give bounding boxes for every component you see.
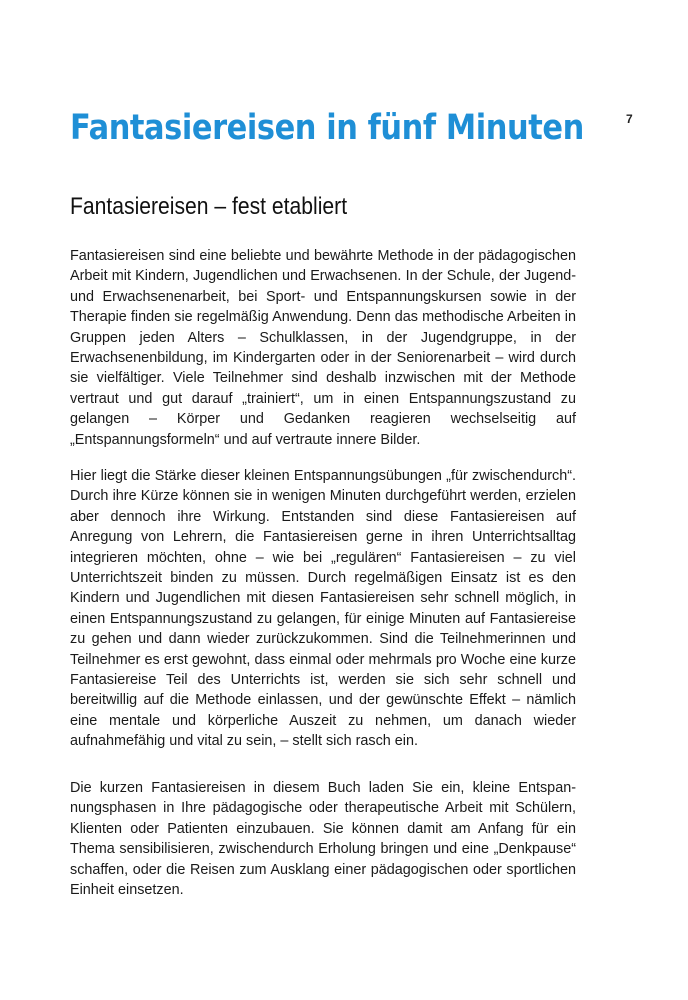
- body-paragraph-3: Die kurzen Fantasiereisen in diesem Buch laden Sie ein, kleine Entspannungsphasen in Ihre pädagogische oder therapeutische Arbeit mit Schülern, Klienten oder Patienten einzubauen. Sie können damit am Anfang für ein Thema sensibilisieren, zwischendurch Erholung bringen und eine „Denkpause“ schaffen, oder die Reisen zum Ausklang einer pädagogischen oder sportlichen Einheit einsetzen.: [70, 780, 576, 899]
- body-paragraph-1: Fantasiereisen sind eine beliebte und bewährte Methode in der pädagogischen Arbeit mit Kindern, Jugendlichen und Erwachsenen. In der Schule, der Jugend- und Erwachsenenarbeit, bei Sport- und Entspannungskursen sowie in der Therapie finden sie regelmäßig Anwendung. Denn das methodische Arbeiten in Gruppen jeden Alters – Schulklassen, in der Jugendgruppe, in der Erwachsenenbildung, im Kindergarten oder in der Seniorenarbeit – wird durch sie vielfältiger. Viele Teilnehmer sind deshalb inzwischen mit der Methode vertraut und gut darauf „trainiert“, um in einen Entspannungszustand zu gelangen – Körper und Gedanken reagieren wechselseitig auf „Entspannungsformeln“ und auf vertraute innere Bilder.: [70, 248, 576, 448]
- body-paragraph-2: Hier liegt die Stärke dieser kleinen Entspannungsübungen „für zwischendurch“. Durch ihre Kürze können sie in wenigen Minuten durchgeführt werden, erzielen aber dennoch ihre Wirkung. Entstanden sind diese Fantasiereisen auf Anregung von Lehrern, die Fantasiereisen gerne in ihren Unterrichtsalltag integrieren möchten, ohne – wie bei „regulären“ Fantasiereisen – zu viel Unterrichtszeit binden zu müssen. Durch regelmäßigen Einsatz ist es den Kindern und Jugendlichen mit diesen Fantasiereisen sehr schnell möglich, in einen Entspannungszustand zu gelangen, für einige Minuten auf Fantasiereise zu gehen und dann wieder zurückzukommen. Sind die Teilnehmerinnen und Teilnehmer es erst gewohnt, dass einmal oder mehrmals pro Woche eine kurze Fantasiereise Teil des Unterrichts ist, werden sie sich sehr schnell und bereitwillig auf die Methode einlassen, und der gewünschte Effekt – nämlich eine mentale und körperliche Auszeit zu nehmen, um danach wieder aufnahmefähig und vital zu sein, – stellt sich rasch ein.: [70, 468, 576, 750]
- page-number: 7: [626, 112, 633, 126]
- section-title: Fantasiereisen – fest etabliert: [70, 193, 348, 220]
- chapter-title: Fantasiereisen in fünf Minuten: [70, 108, 584, 148]
